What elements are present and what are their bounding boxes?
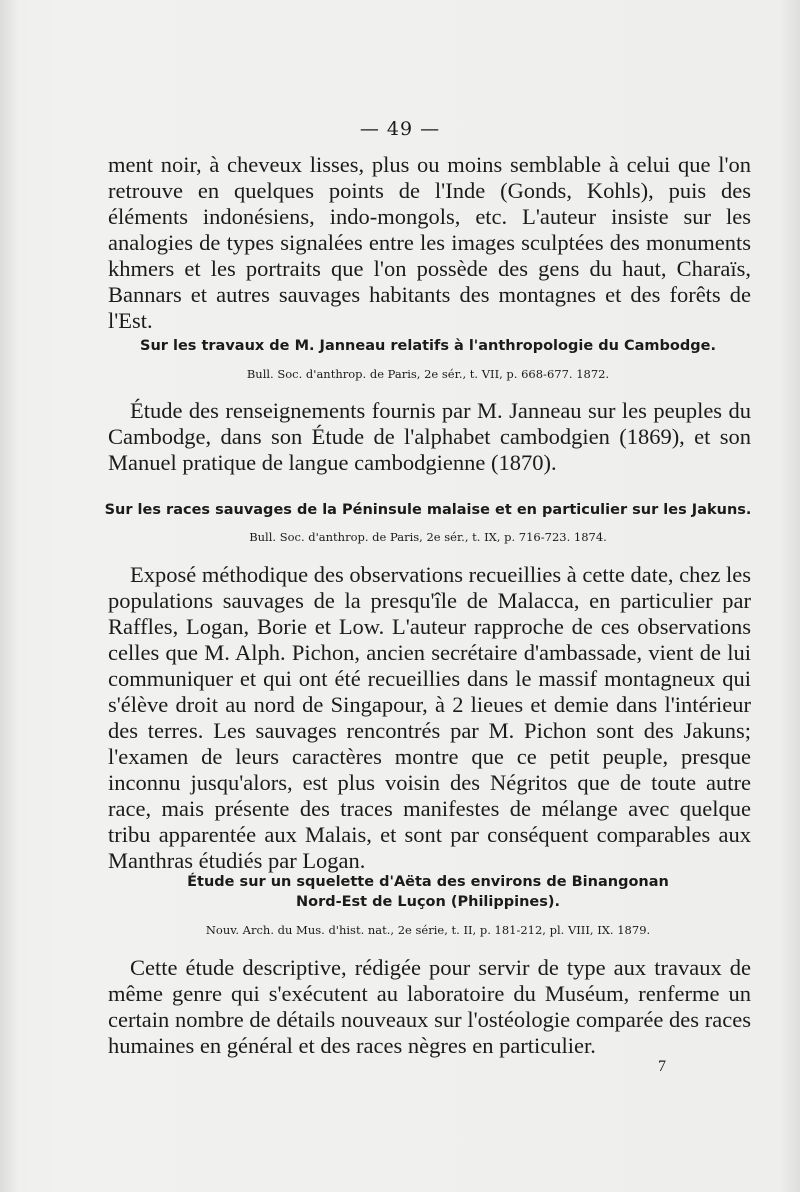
paragraph-continued: ment noir, à cheveux lisses, plus ou moins semblable à celui que l'on retrouve en quelques points de l'Inde (Gonds, Kohls), puis des éléments indonésiens, indo-mongols, etc. L'auteur insiste sur les analogies de types signalées entre les images sculptées des monuments khmers et les portraits que l'on possède des gens du haut, Charaïs, Bannars et autres sauvages habitants des montagnes et des forêts de l'Est. bbox=[108, 152, 751, 333]
section-title-jakuns: Sur les races sauvages de la Péninsule malaise et en particulier sur les Jakuns. bbox=[104, 502, 752, 518]
section-reference-aeta: Nouv. Arch. du Mus. d'hist. nat., 2e série, t. II, p. 181-212, pl. VIII, IX. 1879. bbox=[205, 923, 651, 937]
section-reference-jakuns: Bull. Soc. d'anthrop. de Paris, 2e sér., t. IX, p. 716-723. 1874. bbox=[249, 530, 607, 544]
page-number: — 49 — bbox=[359, 118, 441, 140]
section-title-cambodge: Sur les travaux de M. Janneau relatifs à l'anthropologie du Cambodge. bbox=[140, 338, 716, 354]
section-text-cambodge: Étude des renseignements fournis par M. Janneau sur les peuples du Cambodge, dans son Étude de l'alphabet cambodgien (1869), et son Manuel pratique de langue cambodgienne (1870). bbox=[108, 398, 751, 475]
section-text-aeta: Cette étude descriptive, rédigée pour servir de type aux travaux de même genre qui s'exécutent au laboratoire du Muséum, renferme un certain nombre de détails nouveaux sur l'ostéologie comparée des races humaines en général et des races nègres en particulier. bbox=[108, 955, 751, 1058]
section-text-jakuns: Exposé méthodique des observations recueillies à cette date, chez les populations sauvages de la presqu'île de Malacca, en particulier par Raffles, Logan, Borie et Low. L'auteur rapproche de ces observations celles que M. Alph. Pichon, ancien secrétaire d'ambassade, vient de lui communiquer et qui ont été recueillies dans le massif montagneux qui s'élève droit au nord de Singapour, à 2 lieues et demie dans l'intérieur des terres. Les sauvages rencontrés par M. Pichon sont des Jakuns; l'examen de leurs caractères montre que ce petit peuple, presque inconnu jusqu'alors, est plus voisin des Négritos que de toute autre race, mais présente des traces manifestes de mélange avec quelque tribu apparentée aux Malais, et sont par conséquent comparables aux Manthras étudiés par Logan. bbox=[108, 562, 752, 873]
section-reference-cambodge: Bull. Soc. d'anthrop. de Paris, 2e sér., t. VII, p. 668-677. 1872. bbox=[246, 367, 610, 381]
section-title-aeta-line2: Nord-Est de Luçon (Philippines). bbox=[295, 894, 561, 910]
section-title-aeta-line1: Étude sur un squelette d'Aëta des environs de Binangonan bbox=[187, 874, 669, 890]
signature-mark: 7 bbox=[658, 1058, 666, 1075]
